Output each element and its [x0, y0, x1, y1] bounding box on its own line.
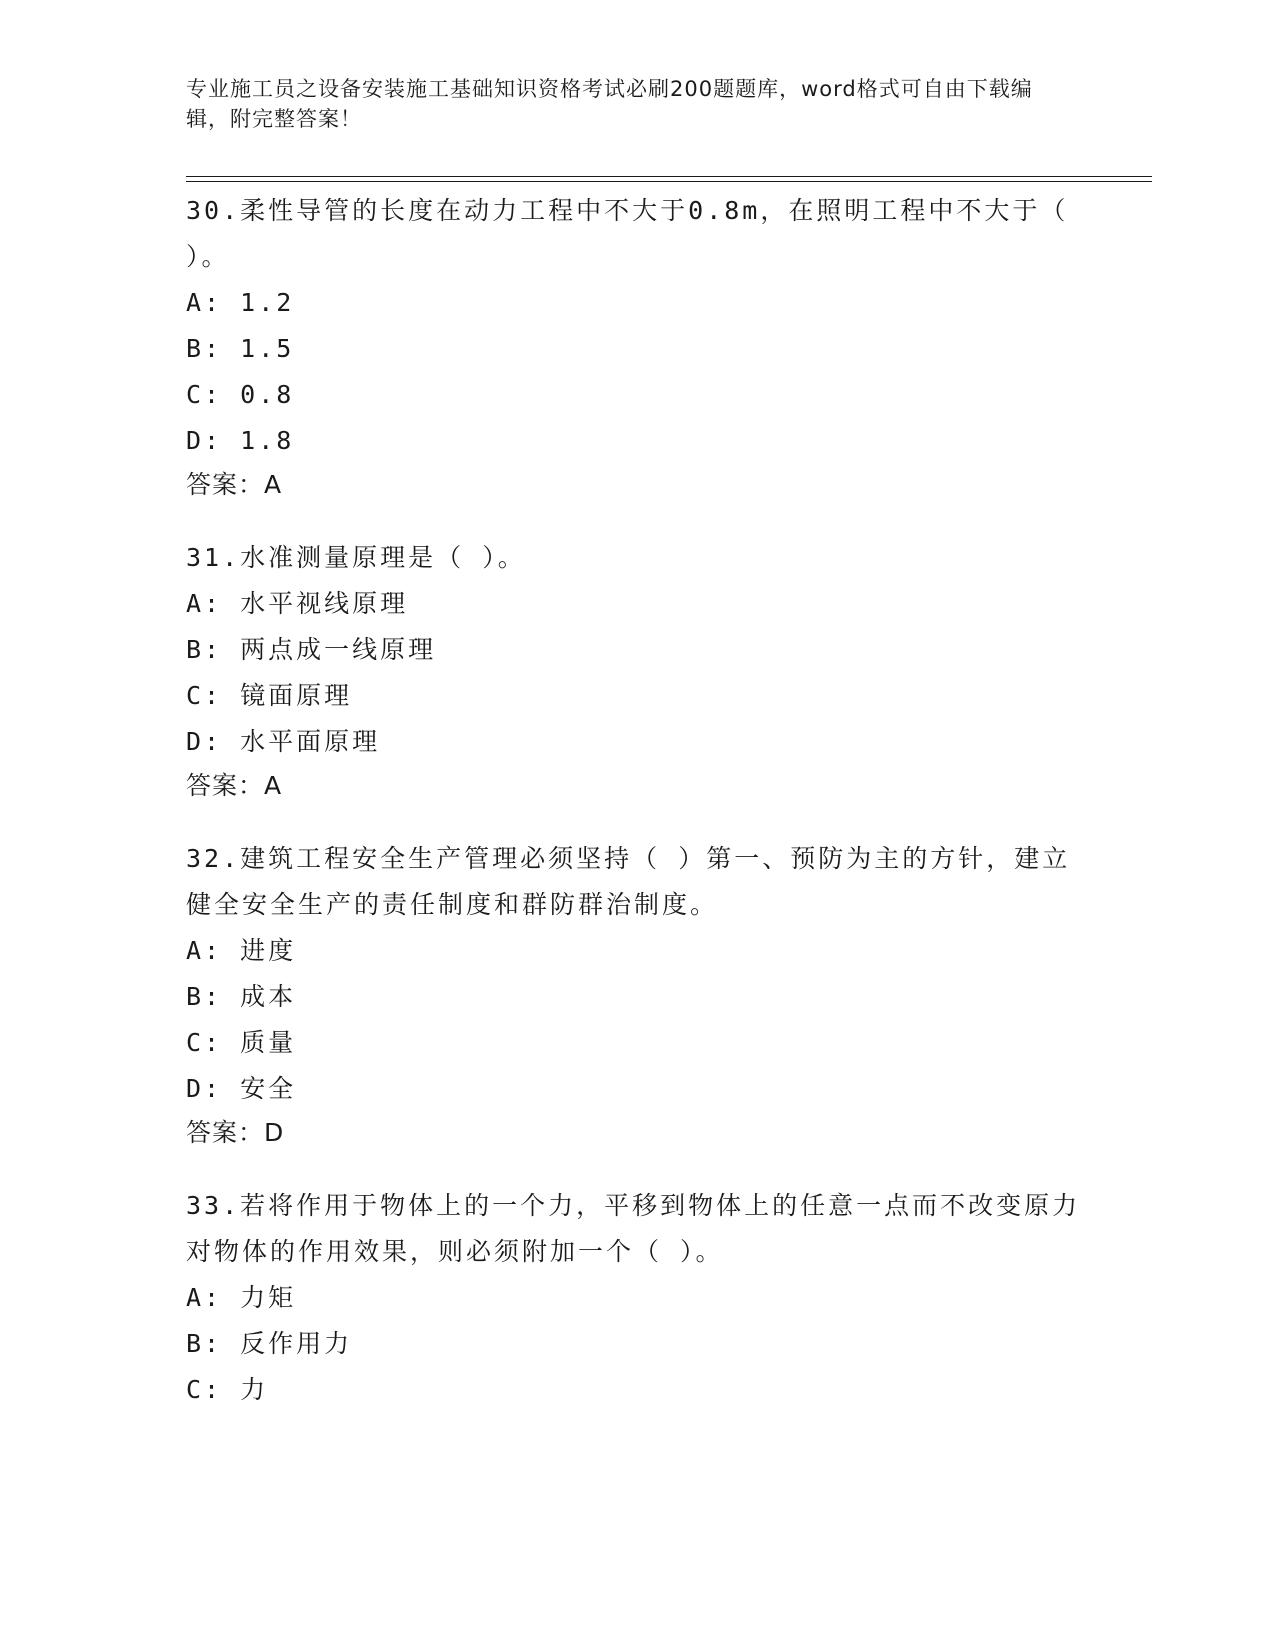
option-c: C: 0.8 [186, 380, 295, 409]
question-list [186, 188, 1086, 1442]
option-b: B: 反作用力 [186, 1329, 353, 1358]
answer: 答案：D [186, 1118, 285, 1147]
option-b: B: 成本 [186, 982, 297, 1011]
header-divider-bottom [186, 181, 1152, 182]
document-header [186, 74, 1066, 134]
header-title: 专业施工员之设备安装施工基础知识资格考试必刷200题题库，word格式可自由下载编辑，附完整答案！ [186, 77, 1033, 131]
option-b: B: 两点成一线原理 [186, 635, 437, 664]
option-a: A: 进度 [186, 936, 297, 965]
question-30 [186, 188, 1086, 506]
question-31 [186, 535, 1086, 807]
option-d: D: 1.8 [186, 426, 295, 455]
option-b: B: 1.5 [186, 334, 295, 363]
answer: 答案：A [186, 771, 283, 800]
question-stem: 30.柔性导管的长度在动力工程中不大于0.8m，在照明工程中不大于（ ）。 [186, 196, 1069, 271]
option-d: D: 水平面原理 [186, 727, 381, 756]
option-a: A: 力矩 [186, 1283, 297, 1312]
option-c: C: 镜面原理 [186, 681, 353, 710]
option-a: A: 1.2 [186, 288, 295, 317]
question-stem: 31.水准测量原理是（ ）。 [186, 543, 526, 572]
option-d: D: 安全 [186, 1074, 297, 1103]
option-a: A: 水平视线原理 [186, 589, 409, 618]
question-33 [186, 1183, 1086, 1413]
option-c: C: 质量 [186, 1028, 297, 1057]
header-divider-top [186, 176, 1152, 177]
question-stem: 33.若将作用于物体上的一个力，平移到物体上的任意一点而不改变原力对物体的作用效果，则必须附加一个（ ）。 [186, 1191, 1081, 1266]
answer: 答案：A [186, 470, 283, 499]
option-c: C: 力 [186, 1375, 269, 1404]
question-stem: 32.建筑工程安全生产管理必须坚持（ ）第一、预防为主的方针，建立健全安全生产的责任制度和群防群治制度。 [186, 844, 1071, 919]
question-32 [186, 836, 1086, 1154]
